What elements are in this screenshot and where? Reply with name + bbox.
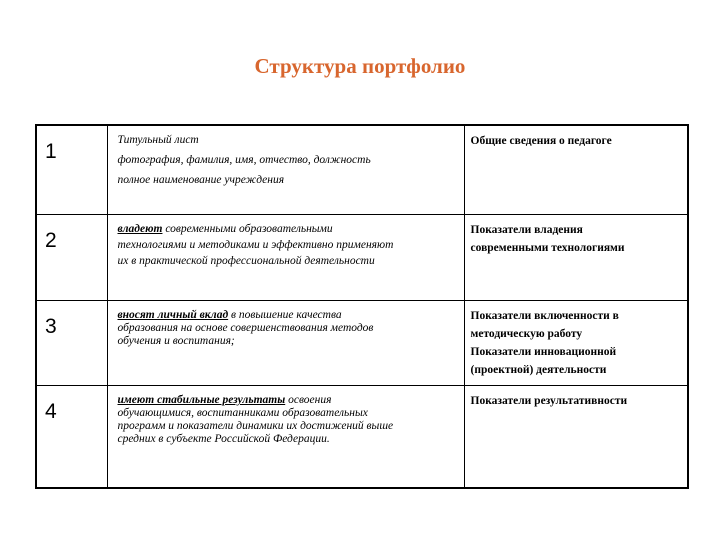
indicator-line: Показатели включенности в (470, 310, 619, 322)
indicator-line: методическую работу (470, 328, 583, 340)
indicator-cell (464, 386, 688, 489)
indicator-line: современными технологиями (470, 242, 625, 254)
description-cell (107, 215, 464, 301)
description-cell (107, 301, 464, 386)
table-row (36, 301, 688, 386)
description-line: Титульный лист (117, 134, 199, 146)
indicator-cell (464, 215, 688, 301)
description-lead: имеют стабильные результаты (117, 394, 286, 406)
description-line: обучающимися, воспитанниками образовательных (117, 407, 368, 419)
indicator-cell (464, 301, 688, 386)
description-line: программ и показатели динамики их достижений выше (117, 420, 394, 432)
description-line: освоения (285, 394, 332, 406)
description-line: полное наименование учреждения (117, 174, 285, 186)
row-number-cell (36, 386, 107, 489)
table-row (36, 125, 688, 215)
page-title: Структура портфолио (254, 54, 466, 78)
description-line: средних в субъекте Российской Федерации. (117, 433, 330, 445)
row-number-cell (36, 215, 107, 301)
table-row (36, 386, 688, 489)
row-number: 4 (45, 400, 57, 423)
description-line: образования на основе совершенствования методов (117, 322, 374, 334)
description-line: в повышение качества (228, 309, 342, 321)
description-lead: владеют (117, 223, 163, 235)
indicator-line: Общие сведения о педагоге (470, 135, 612, 147)
description-cell (107, 386, 464, 489)
table-row (36, 215, 688, 301)
indicator-cell (464, 125, 688, 215)
row-number: 1 (45, 140, 57, 163)
portfolio-structure-table (35, 124, 689, 489)
indicator-line: Показатели владения (470, 224, 583, 236)
row-number-cell (36, 301, 107, 386)
description-lead: вносят личный вклад (117, 309, 229, 321)
description-cell (107, 125, 464, 215)
description-line: технологиями и методиками и эффективно применяют (117, 239, 394, 251)
indicator-line: Показатели результативности (470, 395, 628, 407)
row-number: 3 (45, 315, 57, 338)
description-line: современными образовательными (162, 223, 333, 235)
indicator-line: (проектной) деятельности (470, 364, 607, 376)
row-number: 2 (45, 229, 57, 252)
row-number-cell (36, 125, 107, 215)
description-line: фотография, фамилия, имя, отчество, должность (117, 154, 371, 166)
description-line: их в практической профессиональной деятельности (117, 255, 375, 267)
description-line: обучения и воспитания; (117, 335, 235, 347)
indicator-line: Показатели инновационной (470, 346, 617, 358)
